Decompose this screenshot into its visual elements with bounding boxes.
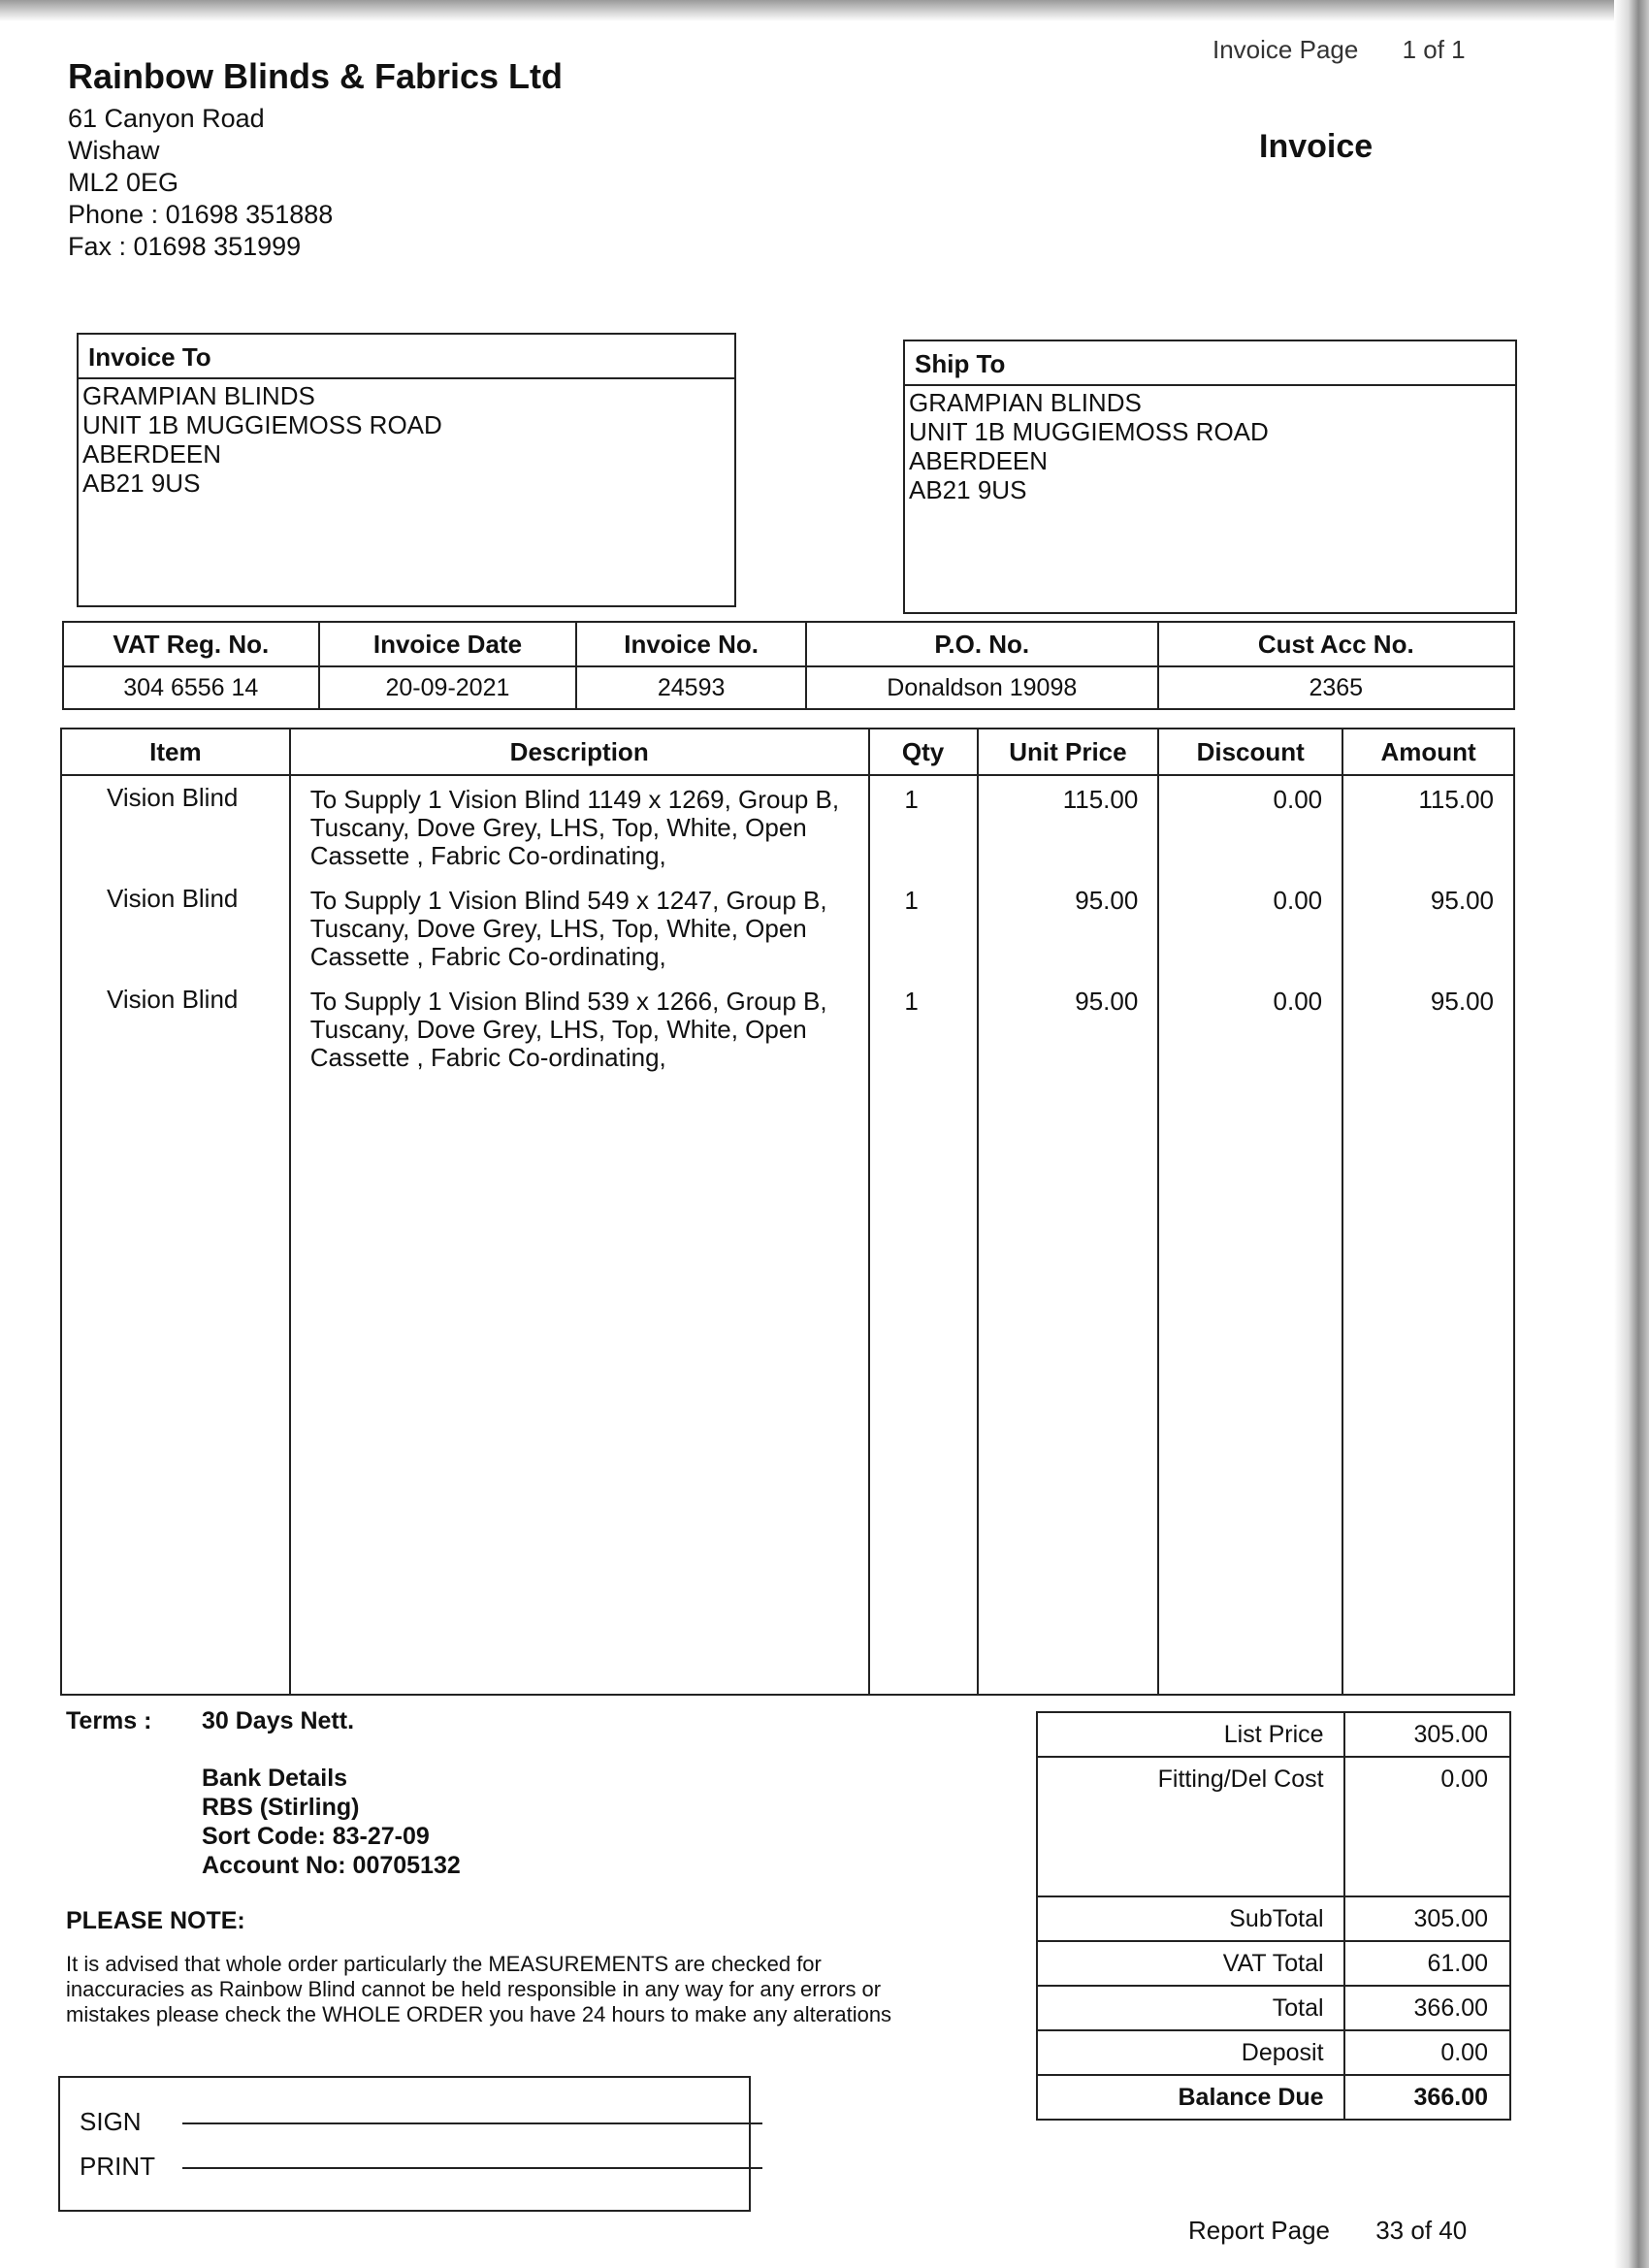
scan-edge-top: [0, 0, 1649, 21]
fitting-label: Fitting/Del Cost: [1037, 1757, 1344, 1896]
po-no-header: P.O. No.: [806, 622, 1158, 666]
ship-to-address: [905, 386, 1515, 506]
description-line: Tuscany, Dove Grey, LHS, Top, White, Open: [309, 1015, 807, 1044]
vat-reg-value: 304 6556 14: [63, 666, 319, 709]
total-value: 366.00: [1344, 1986, 1510, 2030]
invoice-no-header: Invoice No.: [576, 622, 806, 666]
table-row: [291, 887, 868, 988]
list-price-value: 305.00: [1344, 1712, 1510, 1757]
cust-acc-header: Cust Acc No.: [1158, 622, 1514, 666]
invoice-meta-table: [62, 621, 1515, 710]
invoice-to-line: AB21 9US: [82, 469, 201, 498]
deposit-value: 0.00: [1344, 2030, 1510, 2075]
report-page-indicator: [1188, 2216, 1467, 2246]
subtotal-label: SubTotal: [1037, 1896, 1344, 1941]
invoice-date-value: 20-09-2021: [319, 666, 577, 709]
terms-value: 30 Days Nett.: [202, 1707, 355, 1734]
invoice-to-line: UNIT 1B MUGGIEMOSS ROAD: [82, 410, 442, 439]
table-row: 1: [904, 987, 919, 1016]
bank-details-heading: Bank Details: [202, 1765, 348, 1792]
invoice-to-line: GRAMPIAN BLINDS: [82, 381, 315, 410]
ship-to-heading: Ship To: [905, 341, 1515, 386]
account-number: Account No: 00705132: [202, 1852, 461, 1879]
company-fax: Fax : 01698 351999: [68, 232, 302, 261]
ship-to-box: [903, 340, 1517, 614]
please-note-heading: PLEASE NOTE:: [66, 1907, 245, 1934]
table-row: 0.00: [1273, 886, 1323, 915]
table-row: 1: [904, 785, 919, 814]
description-column: [290, 775, 869, 1695]
note-line: It is advised that whole order particularly the MEASUREMENTS are checked for: [66, 1952, 822, 1976]
table-row: 0.00: [1273, 785, 1323, 814]
company-phone: Phone : 01698 351888: [68, 200, 334, 229]
invoice-no-value: 24593: [576, 666, 806, 709]
table-row: Vision Blind: [107, 783, 239, 812]
vat-total-value: 61.00: [1344, 1941, 1510, 1986]
invoice-date-header: Invoice Date: [319, 622, 577, 666]
item-column: [61, 775, 290, 1695]
item-column-header: Item: [61, 729, 290, 775]
balance-due-value: 366.00: [1344, 2075, 1510, 2120]
amount-column-header: Amount: [1342, 729, 1514, 775]
terms-label: Terms :: [66, 1707, 152, 1734]
line-items-table: [60, 728, 1515, 1696]
description-column-header: Description: [290, 729, 869, 775]
invoice-page-indicator: [1212, 35, 1466, 65]
discount-column: [1158, 775, 1342, 1695]
sign-line[interactable]: [182, 2122, 762, 2124]
invoice-to-line: ABERDEEN: [82, 439, 222, 469]
balance-due-label: Balance Due: [1037, 2075, 1344, 2120]
note-line: inaccuracies as Rainbow Blind cannot be held responsible in any way for any errors or: [66, 1977, 882, 2001]
fitting-value: 0.00: [1344, 1757, 1510, 1896]
scan-edge-right: [1614, 0, 1649, 2268]
po-no-value: Donaldson 19098: [806, 666, 1158, 709]
report-page-label: Report Page: [1188, 2216, 1330, 2245]
table-row: 0.00: [1273, 987, 1323, 1016]
vat-reg-header: VAT Reg. No.: [63, 622, 319, 666]
table-row: 95.00: [1075, 987, 1139, 1016]
description-line: Cassette , Fabric Co-ordinating,: [309, 942, 666, 971]
ship-to-line: UNIT 1B MUGGIEMOSS ROAD: [909, 417, 1269, 446]
total-label: Total: [1037, 1986, 1344, 2030]
table-row: 1: [904, 886, 919, 915]
description-line: Cassette , Fabric Co-ordinating,: [309, 1043, 666, 1072]
description-line: To Supply 1 Vision Blind 539 x 1266, Group B,: [309, 987, 827, 1016]
table-row: [291, 988, 868, 1088]
totals-table: [1036, 1711, 1511, 2121]
table-row: 95.00: [1430, 886, 1494, 915]
deposit-label: Deposit: [1037, 2030, 1344, 2075]
company-address-line-2: Wishaw: [68, 136, 160, 165]
invoice-title: Invoice: [1259, 128, 1374, 165]
qty-column: [869, 775, 978, 1695]
description-line: To Supply 1 Vision Blind 1149 x 1269, Group B,: [309, 785, 840, 814]
note-line: mistakes please check the WHOLE ORDER you have 24 hours to make any alterations: [66, 2002, 892, 2026]
invoice-to-address: [79, 379, 734, 500]
sort-code: Sort Code: 83-27-09: [202, 1823, 430, 1850]
sign-label: SIGN: [80, 2107, 142, 2136]
subtotal-value: 305.00: [1344, 1896, 1510, 1941]
description-line: Tuscany, Dove Grey, LHS, Top, White, Open: [309, 813, 807, 842]
cust-acc-value: 2365: [1158, 666, 1514, 709]
invoice-to-box: [77, 333, 736, 607]
print-line[interactable]: [182, 2167, 762, 2169]
unit-price-column: [978, 775, 1159, 1695]
table-row: 95.00: [1075, 886, 1139, 915]
bank-name: RBS (Stirling): [202, 1794, 360, 1821]
invoice-to-heading: Invoice To: [79, 335, 734, 379]
ship-to-line: ABERDEEN: [909, 446, 1049, 475]
amount-column: [1342, 775, 1514, 1695]
table-row: Vision Blind: [107, 985, 239, 1014]
report-page-value: 33 of 40: [1375, 2216, 1468, 2245]
list-price-label: List Price: [1037, 1712, 1344, 1757]
description-line: Cassette , Fabric Co-ordinating,: [309, 841, 666, 870]
company-address-line-1: 61 Canyon Road: [68, 104, 265, 133]
invoice-page-label: Invoice Page: [1212, 35, 1359, 64]
unit-price-column-header: Unit Price: [978, 729, 1159, 775]
table-row: 115.00: [1062, 785, 1139, 814]
print-label: PRINT: [80, 2152, 155, 2181]
discount-column-header: Discount: [1158, 729, 1342, 775]
please-note-text: [66, 1952, 1017, 2027]
description-line: Tuscany, Dove Grey, LHS, Top, White, Open: [309, 914, 807, 943]
table-row: 115.00: [1418, 785, 1494, 814]
company-name: Rainbow Blinds & Fabrics Ltd: [68, 56, 564, 96]
signature-box: [58, 2076, 751, 2212]
vat-total-label: VAT Total: [1037, 1941, 1344, 1986]
invoice-page-value: 1 of 1: [1402, 35, 1466, 64]
description-line: To Supply 1 Vision Blind 549 x 1247, Group B,: [309, 886, 827, 915]
qty-column-header: Qty: [869, 729, 978, 775]
table-row: 95.00: [1430, 987, 1494, 1016]
ship-to-line: GRAMPIAN BLINDS: [909, 388, 1142, 417]
table-row: Vision Blind: [107, 884, 239, 913]
ship-to-line: AB21 9US: [909, 475, 1027, 504]
company-address-line-3: ML2 0EG: [68, 168, 179, 197]
table-row: [291, 786, 868, 887]
